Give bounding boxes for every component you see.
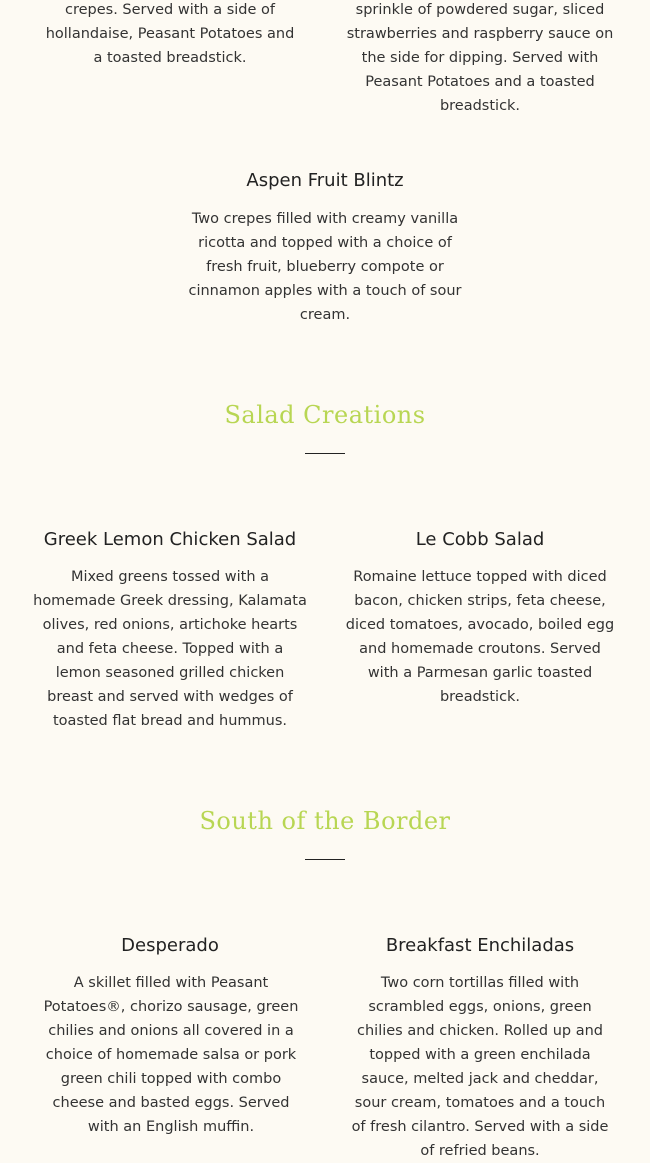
enchiladas-title: Breakfast Enchiladas — [385, 935, 575, 956]
salad-section-title: Salad Creations — [224, 401, 426, 429]
cobb-salad-title: Le Cobb Salad — [415, 529, 545, 550]
desperado-title: Desperado — [121, 935, 219, 956]
blintz-title: Aspen Fruit Blintz — [246, 170, 404, 191]
border-section-title: South of the Border — [199, 807, 451, 835]
greek-salad-description: Mixed greens tossed with a homemade Greek dressing, Kalamata olives, red onions, artichoke hearts and feta cheese. Topped with a lemon seasoned grilled chicken breast and served with wedges of toasted flat bread and hummus. — [33, 569, 307, 729]
border-section-divider — [305, 859, 345, 860]
top-left-item-description: crepes. Served with a side of hollandaise, Peasant Potatoes and a toasted breadstick. — [45, 2, 295, 66]
greek-salad-title: Greek Lemon Chicken Salad — [43, 529, 297, 550]
salad-section-divider — [305, 453, 345, 454]
cobb-salad-description: Romaine lettuce topped with diced bacon, chicken strips, feta cheese, diced tomatoes, avocado, boiled egg and homemade croutons. Served with a Parmesan garlic toasted breadstick. — [345, 569, 615, 705]
blintz-description: Two crepes filled with creamy vanilla ricotta and topped with a choice of fresh fruit, blueberry compote or cinnamon apples with a touch of sour cream. — [188, 211, 462, 323]
top-right-item-description: sprinkle of powdered sugar, sliced strawberries and raspberry sauce on the side for dipping. Served with Peasant Potatoes and a toasted breadstick. — [346, 2, 614, 114]
desperado-description: A skillet filled with Peasant Potatoes®, chorizo sausage, green chilies and onions all covered in a choice of homemade salsa or pork green chili topped with combo cheese and basted eggs. Served with an English muffin. — [43, 975, 299, 1135]
enchiladas-description: Two corn tortillas filled with scrambled eggs, onions, green chilies and chicken. Rolled up and topped with a green enchilada sauce, melted jack and cheddar, sour cream, tomatoes and a touch of fresh cilantro. Served with a side of refried beans. — [351, 975, 609, 1159]
